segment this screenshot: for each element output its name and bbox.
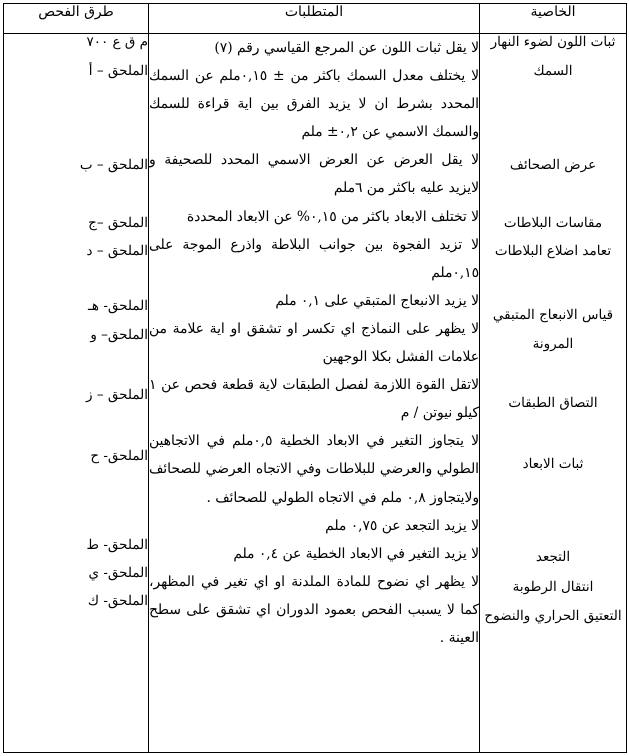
header-test-methods: طرق الفحص	[4, 4, 149, 34]
property-tile-dimensions: مقاسات البلاطات	[503, 215, 603, 231]
method-annex-b: الملحق – ب	[79, 157, 148, 173]
method-annex-d: الملحق – د	[86, 243, 148, 259]
property-column	[480, 34, 627, 753]
requirement-tile-dimensions: لا تختلف الابعاد باكثر من ٠,١٥% عن الابعاد المحددة	[186, 208, 479, 225]
property-sheet-width: عرض الصحائف	[509, 157, 597, 173]
requirement-moisture-transfer: لا يزيد التغير في الابعاد الخطية عن ٠,٤ ملم	[233, 545, 479, 562]
header-requirements: المتطلبات	[149, 4, 480, 34]
property-colorfastness: ثبات اللون لضوء النهار	[490, 34, 616, 50]
requirements-column	[149, 34, 480, 753]
method-annex-j: الملحق- ي	[88, 565, 148, 581]
requirement-curling: لا يزيد التجعد عن ٠,٧٥ ملم	[325, 517, 479, 534]
property-residual-indentation: قياس الانبعاج المتبقي	[492, 307, 614, 323]
method-annex-h: الملحق- ح	[90, 448, 148, 464]
method-annex-k: الملحق- ك	[87, 593, 148, 609]
property-thickness: السمك	[533, 63, 573, 79]
requirement-ply-adhesion: لاتقل القوة اللازمة لفصل الطبقات لاية قطعة فحص عن ١ كيلو نيوتن / م	[149, 377, 479, 422]
specification-table	[3, 3, 627, 753]
property-heat-aging-exudation: التعتيق الحراري والنضوح	[484, 608, 622, 624]
property-curling: التجعد	[535, 549, 571, 565]
table-header-row	[4, 4, 627, 34]
requirement-residual-indentation: لا يزيد الانبعاج المتبقي على ٠,١ ملم	[275, 292, 479, 309]
header-property: الخاصية	[480, 4, 627, 34]
method-standard-700: م ق ع ٧٠٠	[86, 34, 148, 50]
requirement-sheet-width: لا يقل العرض عن العرض الاسمي المحدد للصحيفة و لايزيد عليه باكثر من ٦ملم	[149, 152, 479, 197]
requirement-dimensional-stability: لا يتجاوز التغير في الابعاد الخطية ٠,٥ملم في الاتجاهين الطولي والعرضي للبلاطات وفي الاتجاه العرضي للصحائف ولايتجاوز ٠,٨ ملم في الاتجاه الطولي للصحائف .	[149, 433, 479, 506]
property-flexibility: المرونة	[532, 336, 574, 352]
method-annex-i: الملحق- ط	[86, 537, 148, 553]
requirement-colorfastness: لا يقل ثبات اللون عن المرجع القياسي رقم (٧)	[214, 40, 479, 56]
property-tile-squareness: تعامد اضلاع البلاطات	[494, 243, 612, 259]
method-annex-c: الملحق –ج	[88, 215, 148, 231]
property-ply-adhesion: التصاق الطبقات	[508, 395, 598, 411]
method-annex-a: الملحق – أ	[88, 63, 148, 79]
property-moisture-transfer: انتقال الرطوبة	[512, 579, 594, 595]
requirement-thickness: لا يختلف معدل السمك باكثر من ± ٠,١٥ملم عن السمك المحدد بشرط ان لا يزيد الفرق بين اية قراءة للسمك والسمك الاسمي عن ٠,٢± ملم	[149, 68, 479, 141]
test-methods-column	[4, 34, 149, 753]
requirement-heat-aging-exudation: لا يظهر اي نضوح للمادة الملدنة او اي تغير في المظهر، كما لا يسبب الفحص بعمود الدوران اي تشقق على سطح العينة .	[149, 573, 479, 646]
method-annex-g: الملحق – ز	[86, 387, 148, 403]
method-annex-e: الملحق- هـ	[87, 298, 148, 314]
property-dimensional-stability: ثبات الابعاد	[522, 456, 584, 472]
requirement-flexibility: لا يظهر على النماذج اي تكسر او تشقق او اية علامة من علامات الفشل بكلا الوجهين	[149, 320, 479, 366]
method-annex-f: الملحق– و	[90, 327, 148, 343]
table-body-row	[4, 34, 627, 753]
requirement-tile-squareness: لا تزيد الفجوة بين جوانب البلاطة واذرع الموجة على ٠,١٥ملم	[149, 236, 479, 281]
